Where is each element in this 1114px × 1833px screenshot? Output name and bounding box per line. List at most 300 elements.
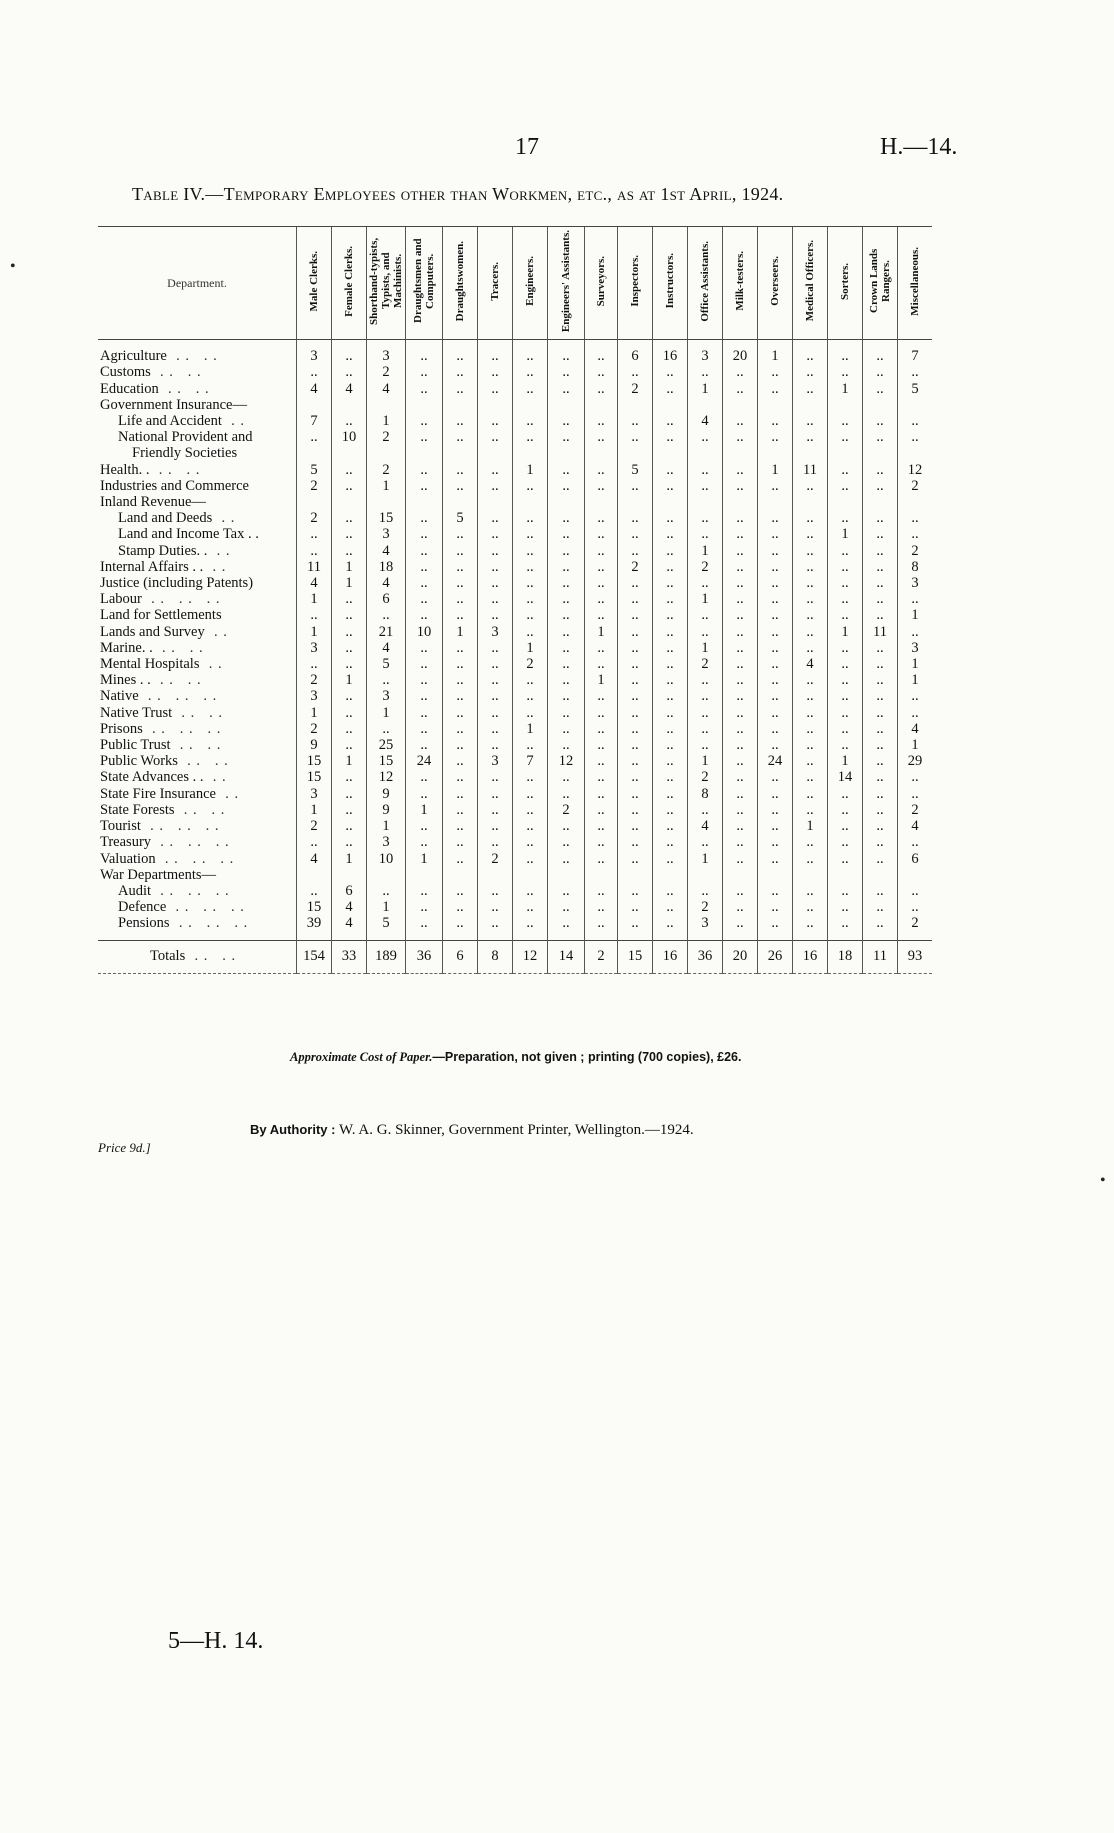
value-cell: .. [618,575,653,591]
value-cell: .. [513,899,548,915]
value-cell: .. [443,705,478,721]
value-cell: .. [723,575,758,591]
value-cell: 4 [688,413,723,429]
value-cell: .. [513,364,548,380]
value-cell: .. [863,769,898,785]
value-cell: .. [758,688,793,704]
department-cell [98,883,297,899]
value-cell [688,867,723,883]
leader-dots: . . . . [149,461,201,478]
value-cell: .. [653,688,688,704]
value-cell: .. [406,915,443,931]
value-cell: .. [332,737,367,753]
leader-dots: . . . . . . [155,850,235,867]
value-cell: 2 [513,656,548,672]
value-cell: .. [828,851,863,867]
value-cell: 5 [443,510,478,526]
value-cell: .. [548,769,585,785]
table-row [98,494,932,510]
value-cell: .. [793,575,828,591]
spacer-row [98,932,932,941]
column-header-label: Female Clerks. [343,245,355,317]
column-header-label: Engineers. [524,256,536,306]
value-cell: 2 [478,851,513,867]
value-cell: .. [863,672,898,688]
value-cell: .. [443,413,478,429]
department-label: War Departments— [100,866,216,883]
value-cell: .. [585,348,618,364]
value-cell: .. [863,364,898,380]
value-cell: .. [793,640,828,656]
value-cell: .. [478,915,513,931]
department-cell [98,510,297,526]
value-cell: .. [863,753,898,769]
value-cell: .. [688,672,723,688]
column-header-label: Draughtswomen. [454,240,466,322]
value-cell: .. [548,364,585,380]
value-cell: 1 [513,462,548,478]
value-cell: .. [653,462,688,478]
value-cell [332,494,367,510]
value-cell: 3 [688,348,723,364]
column-header-label: Crown Lands Rangers. [868,248,892,314]
value-cell [758,867,793,883]
value-cell: 10 [367,851,406,867]
value-cell: .. [548,607,585,623]
value-cell: 1 [406,802,443,818]
value-cell: 5 [618,462,653,478]
department-label: Mines . . [100,672,151,689]
value-cell: .. [618,413,653,429]
table-row [98,915,932,931]
value-cell [723,494,758,510]
leader-dots: . . [199,656,223,673]
value-cell: .. [688,624,723,640]
value-cell: .. [585,786,618,802]
value-cell: .. [653,526,688,542]
value-cell: .. [297,607,332,623]
value-cell: .. [585,883,618,899]
value-cell: .. [513,559,548,575]
value-cell [898,494,933,510]
column-header [332,227,367,340]
department-cell [98,802,297,818]
value-cell: .. [793,737,828,753]
value-cell [863,867,898,883]
value-cell: .. [406,510,443,526]
value-cell: .. [513,624,548,640]
value-cell [618,445,653,461]
value-cell: 5 [297,462,332,478]
leader-dots: . . . . [166,348,218,365]
department-label: Mental Hospitals [100,656,200,673]
value-cell: .. [828,478,863,494]
value-cell: .. [478,899,513,915]
value-cell: 3 [297,348,332,364]
value-cell: .. [478,769,513,785]
leader-dots: . . . . . . [138,688,218,705]
value-cell: 2 [898,478,933,494]
value-cell: .. [585,381,618,397]
value-cell [688,445,723,461]
value-cell: 1 [688,753,723,769]
value-cell: .. [478,705,513,721]
column-header [828,227,863,340]
value-cell: 1 [406,851,443,867]
value-cell: 12 [898,462,933,478]
value-cell: .. [443,721,478,737]
column-header [863,227,898,340]
value-cell: .. [443,478,478,494]
value-cell: .. [513,915,548,931]
value-cell: .. [443,364,478,380]
column-header [688,227,723,340]
value-cell: .. [793,753,828,769]
value-cell: .. [863,786,898,802]
value-cell: .. [793,526,828,542]
value-cell: 1 [297,802,332,818]
value-cell: 18 [828,940,863,973]
department-label: National Provident and [118,429,253,446]
value-cell: .. [828,834,863,850]
value-cell: .. [723,818,758,834]
value-cell: 3 [478,753,513,769]
value-cell: .. [443,462,478,478]
value-cell: 1 [758,462,793,478]
value-cell [297,867,332,883]
department-cell [98,834,297,850]
value-cell: .. [406,769,443,785]
value-cell: .. [723,526,758,542]
value-cell: 1 [443,624,478,640]
value-cell: 1 [828,526,863,542]
department-label: Pensions [118,915,170,932]
value-cell [758,494,793,510]
value-cell: .. [478,786,513,802]
value-cell: .. [478,834,513,850]
department-label: Defence [118,899,167,916]
department-cell [98,624,297,640]
value-cell: .. [513,429,548,445]
value-cell: .. [548,526,585,542]
value-cell: .. [406,786,443,802]
value-cell: .. [793,381,828,397]
value-cell: .. [478,883,513,899]
value-cell: 15 [367,753,406,769]
value-cell [758,445,793,461]
value-cell: .. [758,591,793,607]
leader-dots: . . . . . . [151,834,230,851]
department-cell [98,753,297,769]
value-cell: .. [548,575,585,591]
value-cell: .. [863,575,898,591]
value-cell [513,494,548,510]
column-header-label: Inspectors. [629,255,641,307]
value-cell: .. [758,429,793,445]
value-cell: 4 [367,543,406,559]
value-cell: 1 [332,559,367,575]
leader-dots: . . . . . . [140,818,220,835]
department-cell [98,737,297,753]
department-label: Land and Deeds [118,510,213,527]
value-cell: .. [443,672,478,688]
value-cell: .. [443,915,478,931]
value-cell: .. [758,364,793,380]
department-label: State Fire Insurance [100,785,216,802]
value-cell: .. [653,640,688,656]
value-cell: .. [863,737,898,753]
value-cell: .. [793,834,828,850]
value-cell [548,867,585,883]
value-cell [548,397,585,413]
department-label: State Advances . . [100,769,204,786]
value-cell: 1 [793,818,828,834]
value-cell: .. [863,834,898,850]
value-cell: .. [548,705,585,721]
department-cell [98,607,297,623]
value-cell: .. [618,607,653,623]
value-cell: .. [332,721,367,737]
value-cell: .. [548,672,585,688]
leader-dots: . . . . [150,364,202,381]
value-cell: .. [758,802,793,818]
table-row [98,478,932,494]
value-cell: .. [653,737,688,753]
department-cell [98,656,297,672]
sheet-reference: 5—H. 14. [168,1628,264,1654]
value-cell: .. [406,559,443,575]
value-cell: 2 [585,940,618,973]
value-cell [898,867,933,883]
value-cell: .. [332,786,367,802]
value-cell [585,445,618,461]
value-cell: .. [478,688,513,704]
value-cell: 15 [297,769,332,785]
value-cell: 2 [297,721,332,737]
leader-dots: . . . . [185,948,237,965]
value-cell: .. [653,559,688,575]
value-cell: .. [332,834,367,850]
value-cell: 12 [548,753,585,769]
value-cell: 2 [618,559,653,575]
value-cell: 36 [406,940,443,973]
value-cell: 11 [793,462,828,478]
value-cell: 1 [828,381,863,397]
table-row [98,883,932,899]
value-cell: .. [406,883,443,899]
department-cell [98,462,297,478]
value-cell: .. [406,348,443,364]
value-cell [618,397,653,413]
value-cell [793,494,828,510]
value-cell: .. [793,591,828,607]
value-cell: .. [548,381,585,397]
value-cell: .. [863,705,898,721]
leader-dots: . . . . . . [151,882,230,899]
cost-note [290,1050,741,1065]
value-cell: 3 [367,526,406,542]
value-cell: .. [828,543,863,559]
department-label: Land and Income Tax . . [118,526,259,543]
value-cell: .. [443,802,478,818]
department-label: Agriculture [100,348,167,365]
value-cell: .. [332,688,367,704]
value-cell [863,494,898,510]
value-cell: 5 [367,656,406,672]
value-cell: .. [513,348,548,364]
department-cell [98,769,297,785]
value-cell: .. [585,478,618,494]
value-cell: .. [828,364,863,380]
value-cell: .. [688,737,723,753]
value-cell: .. [585,559,618,575]
department-label: Prisons [100,720,143,737]
value-cell: .. [513,883,548,899]
value-cell: .. [828,802,863,818]
value-cell: .. [548,624,585,640]
value-cell [443,867,478,883]
value-cell: .. [793,786,828,802]
value-cell: .. [406,705,443,721]
value-cell: .. [443,688,478,704]
value-cell: .. [478,607,513,623]
value-cell: 1 [297,705,332,721]
margin-mark-right: • [1100,1172,1106,1189]
column-header [653,227,688,340]
value-cell: .. [723,753,758,769]
value-cell [478,397,513,413]
value-cell: 1 [332,851,367,867]
table-row [98,364,932,380]
value-cell: .. [297,429,332,445]
employees-table [98,226,932,974]
value-cell: .. [443,656,478,672]
value-cell: .. [585,543,618,559]
value-cell: 11 [297,559,332,575]
value-cell [723,397,758,413]
value-cell [478,494,513,510]
value-cell: .. [478,640,513,656]
spacer-row [98,340,932,349]
value-cell: .. [863,413,898,429]
value-cell: .. [332,802,367,818]
value-cell: 189 [367,940,406,973]
value-cell: 3 [367,348,406,364]
department-label: Lands and Survey [100,623,205,640]
department-label: Health. . [100,461,150,478]
value-cell: .. [585,705,618,721]
value-cell: .. [793,883,828,899]
value-cell: 3 [898,575,933,591]
value-cell: .. [618,624,653,640]
value-cell [793,397,828,413]
value-cell: .. [618,478,653,494]
column-header-label: Draughtsmen and Computers. [412,238,436,324]
value-cell [898,445,933,461]
value-cell: .. [723,786,758,802]
value-cell: .. [793,705,828,721]
value-cell: 1 [688,640,723,656]
value-cell: .. [548,915,585,931]
value-cell: .. [723,364,758,380]
value-cell: .. [723,915,758,931]
value-cell: .. [548,543,585,559]
value-cell: .. [828,705,863,721]
value-cell: .. [513,381,548,397]
value-cell [653,445,688,461]
table-row [98,818,932,834]
value-cell: .. [828,883,863,899]
value-cell: 1 [688,543,723,559]
value-cell: .. [443,607,478,623]
table-row [98,640,932,656]
value-cell: .. [513,705,548,721]
value-cell: .. [828,688,863,704]
table-row [98,899,932,915]
department-label: Education [100,380,159,397]
value-cell: .. [618,656,653,672]
value-cell [863,397,898,413]
department-cell [98,672,297,688]
value-cell: 1 [688,591,723,607]
value-cell: .. [653,786,688,802]
value-cell: .. [653,721,688,737]
value-cell: .. [443,348,478,364]
department-cell [98,786,297,802]
value-cell: .. [443,526,478,542]
value-cell: .. [898,591,933,607]
value-cell: .. [653,607,688,623]
value-cell: .. [332,413,367,429]
value-cell: .. [723,591,758,607]
authority-label: By Authority : [250,1122,336,1137]
table-row [98,510,932,526]
value-cell: .. [513,688,548,704]
value-cell: .. [758,769,793,785]
table-row [98,624,932,640]
value-cell: 24 [406,753,443,769]
leader-dots: . . [203,558,227,575]
value-cell: .. [332,640,367,656]
table-row [98,851,932,867]
value-cell: 2 [688,769,723,785]
value-cell: .. [793,688,828,704]
value-cell: .. [618,802,653,818]
value-cell: .. [443,834,478,850]
value-cell: .. [793,348,828,364]
value-cell: .. [548,737,585,753]
value-cell: .. [723,721,758,737]
value-cell: .. [513,737,548,753]
value-cell: 3 [688,915,723,931]
value-cell: .. [793,769,828,785]
value-cell: .. [793,915,828,931]
value-cell [332,397,367,413]
value-cell: .. [653,381,688,397]
authority-line [250,1122,694,1139]
department-label: Labour [100,591,142,608]
value-cell: .. [406,737,443,753]
value-cell: .. [688,510,723,526]
department-cell [98,445,297,461]
value-cell: .. [332,705,367,721]
value-cell: .. [688,429,723,445]
value-cell: .. [406,381,443,397]
price-note: Price 9d.] [98,1140,151,1155]
value-cell: 4 [688,818,723,834]
value-cell: .. [828,721,863,737]
value-cell: .. [406,721,443,737]
